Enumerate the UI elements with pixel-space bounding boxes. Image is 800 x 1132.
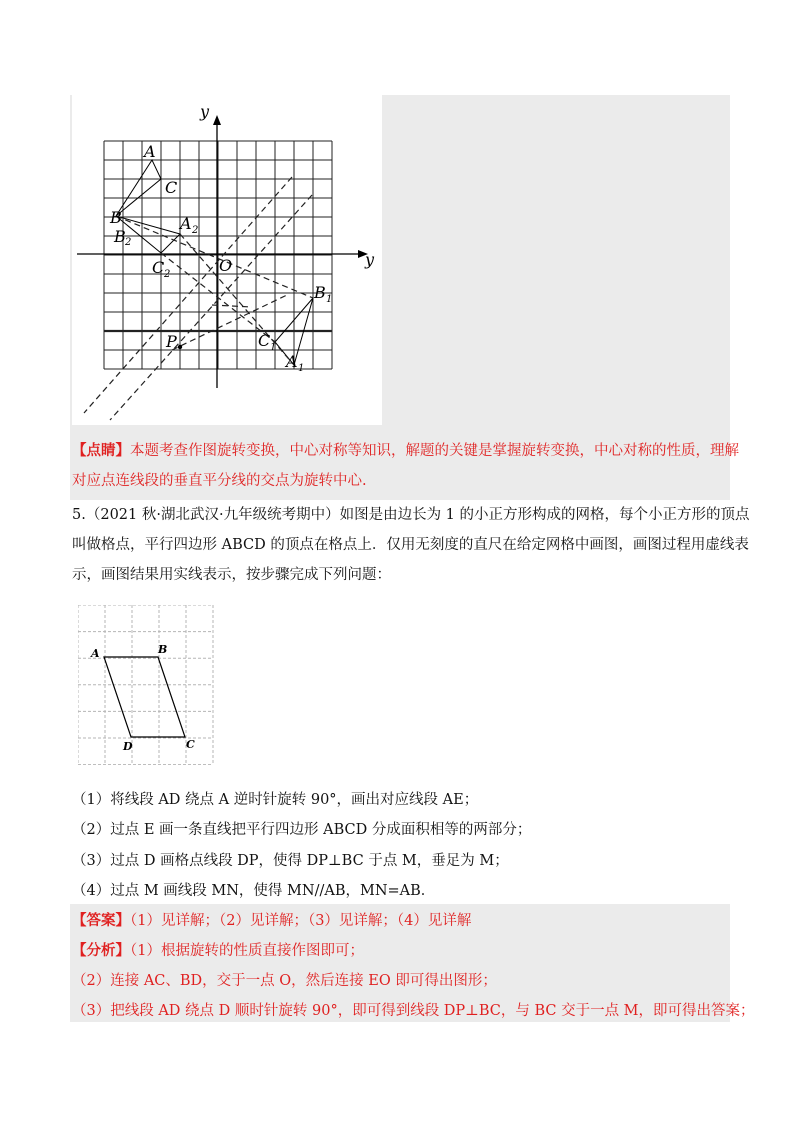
label-P: P <box>166 332 177 351</box>
grid-lines <box>104 141 332 369</box>
note-text-2: 对应点连线段的垂直平分线的交点为旋转中心. <box>72 473 367 489</box>
label-B2: B <box>114 227 126 246</box>
dashed-line-2 <box>110 195 312 420</box>
problem-line-2 <box>72 535 749 555</box>
label-C1-sub: 1 <box>270 342 277 353</box>
label-A1-sub: 1 <box>298 363 305 374</box>
parallelogram-ABCD <box>104 657 185 737</box>
label-A1: A <box>286 352 298 371</box>
answer-line <box>72 911 471 931</box>
problem-line-1 <box>72 505 750 525</box>
analysis-tag: 【分析】 <box>72 942 130 959</box>
label-y-top: y <box>200 102 210 121</box>
label-C1: C <box>258 331 271 350</box>
label-A2: A <box>180 214 192 233</box>
axes <box>77 115 368 388</box>
label-C: C <box>165 178 178 197</box>
problem-number: 5. <box>72 507 86 523</box>
analysis-line-3 <box>72 1001 755 1021</box>
note-line-2 <box>72 471 367 491</box>
label-D: D <box>123 740 133 753</box>
problem-text-3: 示，画图结果用实线表示，按步骤完成下列问题： <box>72 567 391 583</box>
analysis-text-3: （3）把线段 AD 绕点 D 顺时针旋转 90°，即可得到线段 DP⊥BC，与 BC 交于一点 M，即可得出答案； <box>72 1003 755 1019</box>
dashed-line-4 <box>116 216 313 298</box>
label-C: C <box>186 738 195 751</box>
label-B1-sub: 1 <box>326 294 333 305</box>
question-2: （2）过点 E 画一条直线把平行四边形 ABCD 分成面积相等的两部分； <box>72 822 532 838</box>
label-C2: C <box>152 258 165 277</box>
answer-text: （1）见详解；（2）见详解；（3）见详解；（4）见详解 <box>130 913 472 929</box>
triangles <box>116 160 313 365</box>
question-1: （1）将线段 AD 绕点 A 逆时针旋转 90°，画出对应线段 AE； <box>72 792 479 808</box>
parallelogram-grid-figure <box>78 605 214 765</box>
label-B2-sub: 2 <box>125 237 132 248</box>
problem-text-2: 叫做格点，平行四边形 ABCD 的顶点在格点上．仅用无刻度的直尺在给定网格中画图，画图过程用虚线表 <box>72 537 749 553</box>
note-tag: 【点睛】 <box>72 442 130 459</box>
problem-text-1: 如图是由边长为 1 的小正方形构成的网格，每个小正方形的顶点 <box>339 507 750 523</box>
analysis-line-2 <box>72 971 497 991</box>
label-A: A <box>144 142 156 161</box>
answer-tag: 【答案】 <box>72 912 130 929</box>
label-O: O <box>219 256 233 275</box>
question-3: （3）过点 D 画格点线段 DP，使得 DP⊥BC 于点 M，垂足为 M； <box>72 853 509 869</box>
label-B: B <box>110 208 122 227</box>
y-axis-arrow <box>213 115 221 125</box>
point-P <box>178 345 182 349</box>
label-A2-sub: 2 <box>192 225 199 236</box>
analysis-text-2: （2）连接 AC、BD，交于一点 O，然后连接 EO 即可得出图形； <box>72 973 497 989</box>
label-y-right: y <box>365 250 375 269</box>
label-B: B <box>158 643 168 656</box>
rotation-grid-svg <box>72 95 382 425</box>
label-A: A <box>91 647 100 660</box>
note-text-1: 本题考查作图旋转变换，中心对称等知识，解题的关键是掌握旋转变换，中心对称的性质，理解 <box>130 443 739 459</box>
label-C2-sub: 2 <box>164 269 171 280</box>
question-4: （4）过点 M 画线段 MN，使得 MN//AB，MN=AB． <box>72 883 436 899</box>
note-line-1 <box>72 441 739 461</box>
label-B1: B <box>314 283 326 302</box>
rotation-grid-figure <box>72 95 382 425</box>
problem-source: （2021 秋·湖北武汉·九年级统考期中） <box>85 507 340 523</box>
analysis-text-1: （1）根据旋转的性质直接作图即可； <box>130 943 364 959</box>
analysis-line-1 <box>72 941 364 961</box>
problem-line-3 <box>72 565 391 585</box>
parallelogram-grid-svg <box>78 605 214 765</box>
